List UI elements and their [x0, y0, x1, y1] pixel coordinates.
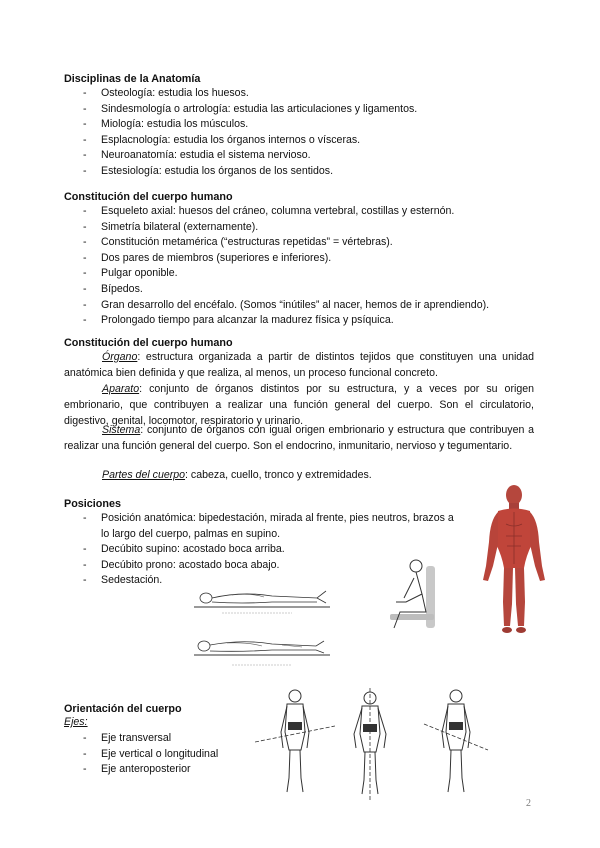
paragraph-organo: Órgano: estructura organizada a partir de distintos tejidos que constituyen una unidad anatómica bien definida y que realiza, al menos, un proceso funcional concreto. [64, 351, 534, 379]
paragraph-partes: Partes del cuerpo: cabeza, cuello, tronco y extremidades. [102, 469, 372, 481]
paragraph-aparato: Aparato: conjunto de órganos distintos por su estructura, y a veces por su origen embrionario, que contribuyen a realizar una función general del cuerpo. Son el circulatorio, digestivo, genital, locomotor, respiratorio y urinario. [64, 383, 534, 427]
muscular-body-illustration [476, 484, 552, 634]
term-partes: Partes del cuerpo [102, 469, 186, 481]
term-organo: Órgano [102, 351, 138, 363]
prone-figure-illustration [192, 633, 332, 671]
list-item: - Decúbito supino: acostado boca arriba. [83, 543, 285, 556]
list-item: - Prolongado tiempo para alcanzar la madurez física y psíquica. [83, 314, 394, 327]
list-item: - Bípedos. [83, 282, 143, 295]
heading-constitucion: Constitución del cuerpo humano [64, 191, 233, 203]
list-item: - Pulgar oponible. [83, 267, 178, 280]
heading-constitucion-2: Constitución del cuerpo humano [64, 337, 233, 349]
list-item: - Posición anatómica: bipedestación, mirada al frente, pies neutros, brazos a lo largo del cuerpo, palmas en supino. [83, 512, 454, 540]
page-number: 2 [526, 798, 531, 809]
list-item: - Eje vertical o longitudinal [83, 747, 219, 760]
list-item: - Miología: estudia los músculos. [83, 118, 249, 131]
list-item: - Eje anteroposterior [83, 763, 191, 776]
transverse-axis-illustration [255, 688, 335, 798]
list-item: - Eje transversal [83, 732, 172, 744]
list-item: - Sedestación. [83, 574, 163, 587]
list-ejes [64, 731, 264, 778]
anteroposterior-axis-illustration [416, 688, 496, 798]
list-item: - Osteología: estudia los huesos. [83, 87, 249, 99]
list-disciplinas [64, 86, 544, 180]
list-item: - Dos pares de miembros (superiores e inferiores). [83, 251, 332, 264]
heading-posiciones: Posiciones [64, 498, 122, 510]
list-item: - Simetría bilateral (externamente). [83, 220, 259, 233]
heading-orientacion: Orientación del cuerpo [64, 703, 182, 715]
subheading-ejes: Ejes: [64, 716, 88, 728]
list-item: - Esplacnología: estudia los órganos internos o vísceras. [83, 133, 361, 146]
list-item: - Neuroanatomía: estudia el sistema nervioso. [83, 149, 311, 162]
supine-figure-illustration [192, 583, 332, 617]
list-constitucion [64, 204, 544, 329]
list-item: - Decúbito prono: acostado boca abajo. [83, 558, 280, 571]
list-item: - Esqueleto axial: huesos del cráneo, columna vertebral, costillas y esternón. [83, 205, 455, 217]
term-sistema: Sistema [102, 424, 141, 436]
vertical-axis-illustration [340, 688, 400, 800]
seated-figure-illustration [370, 558, 442, 630]
term-aparato: Aparato [102, 383, 140, 395]
paragraph-sistema: Sistema: conjunto de órganos con igual origen embrionario y estructura que contribuyen a realizar una función general del cuerpo. Son el endocrino, inmunitario, nervioso y tegumentario. [64, 424, 534, 452]
heading-disciplinas: Disciplinas de la Anatomía [64, 73, 201, 85]
list-item: - Gran desarrollo del encéfalo. (Somos “inútiles” al nacer, hemos de ir aprendiendo). [83, 298, 490, 311]
list-item: - Estesiología: estudia los órganos de los sentidos. [83, 164, 334, 177]
list-item: - Constitución metamérica (“estructuras repetidas” = vértebras). [83, 236, 393, 249]
list-item: - Sindesmología o artrología: estudia las articulaciones y ligamentos. [83, 102, 418, 115]
